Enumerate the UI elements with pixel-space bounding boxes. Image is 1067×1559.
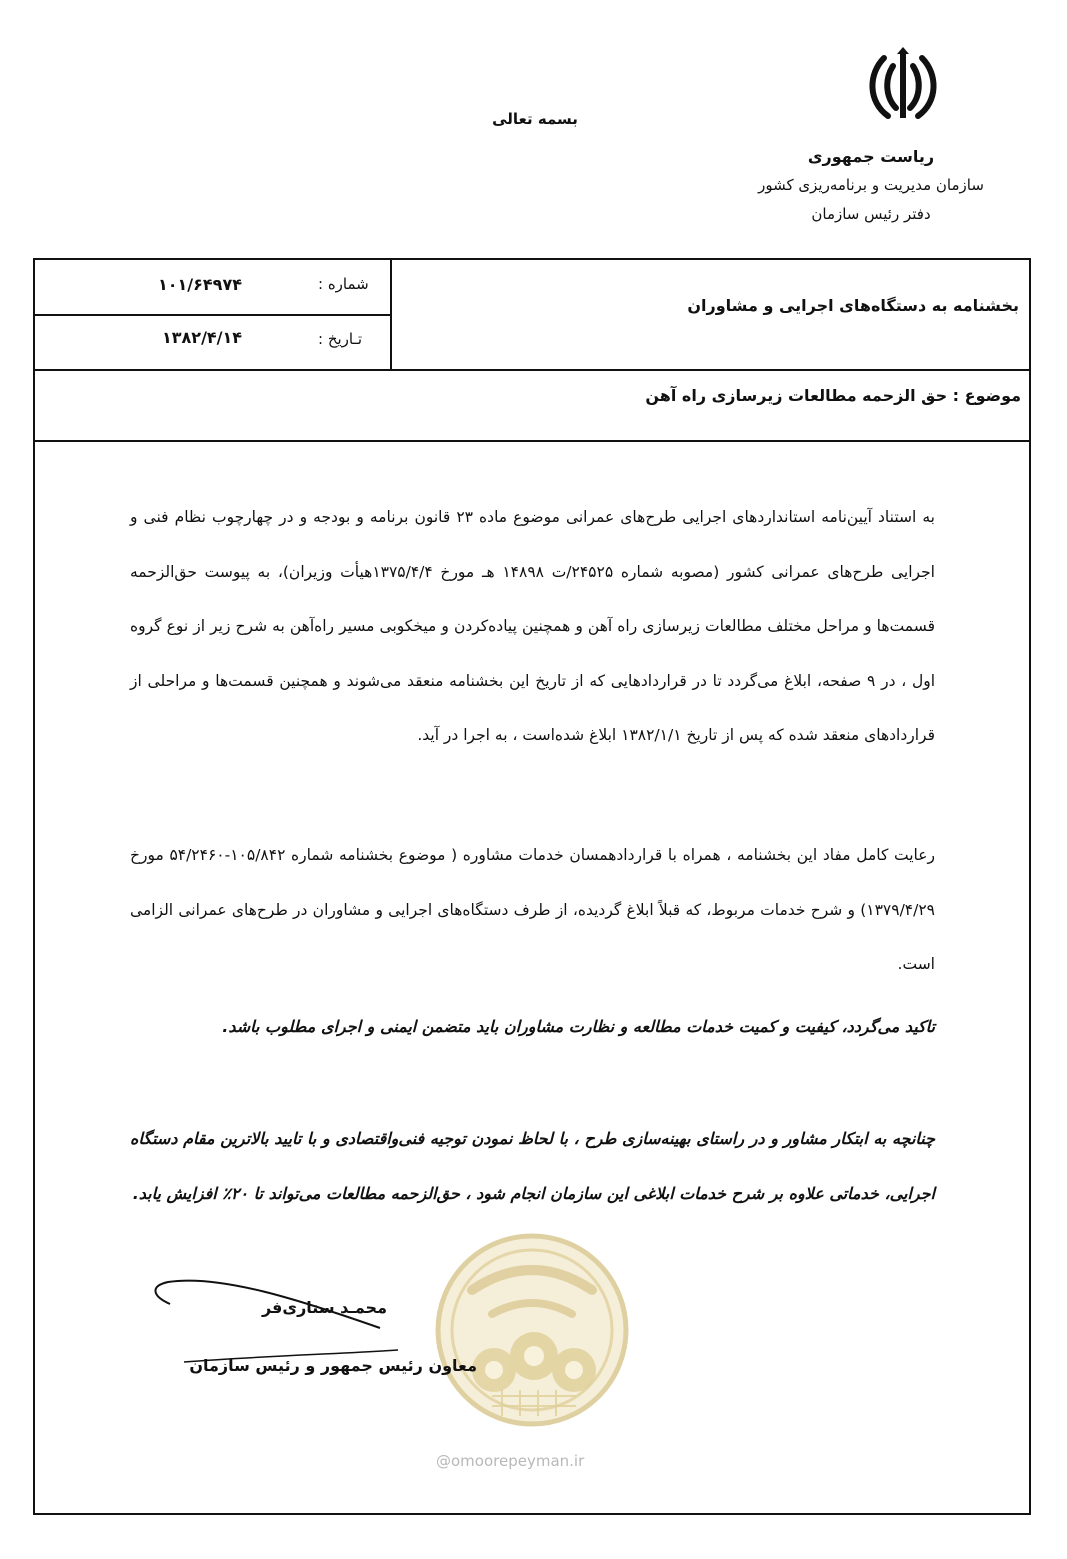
emblem-icon — [862, 46, 944, 126]
org-line-organization: سازمان مدیریت و برنامه‌ریزی کشور — [758, 176, 984, 194]
subject-top-divider — [33, 369, 1031, 371]
signatory-title: معاون رئیس جمهور و رئیس سازمان — [189, 1356, 477, 1375]
body-paragraph-1: به استناد آیین‌نامه استانداردهای اجرایی طرح‌های عمرانی موضوع ماده ۲۳ قانون برنامه و بودجه و در چهارچوب نظام فنی و اجرایی طرح‌های عمرانی کشور (مصوبه شماره ۲۴۵۲۵/ت ۱۴۸۹۸ هـ مورخ ۱۳۷۵/۴/۴هیأت وزیران)، به پیوست حق‌الزحمه قسمت‌ها و مراحل مختلف مطالعات زیرسازی راه آهن و همچنین پیاده‌کردن و میخکوبی مسیر راه‌آهن به شرح زیر از نوع گروه اول ، در ۹ صفحه، ابلاغ می‌گردد تا در قراردادهایی که از تاریخ این بخشنامه منعقد می‌شوند و همچنین قسمت‌ها و مراحلی از قراردادهای منعقد شده که پس از تاریخ ۱۳۸۲/۱/۱ ابلاغ شده‌است ، به اجرا در آید. — [130, 508, 936, 744]
body-paragraph-3: تاکید می‌گردد، کیفیت و کمیت خدمات مطالعه و نظارت مشاوران باید متضمن ایمنی و اجرای مطلوب باشد. — [222, 1017, 935, 1036]
number-label: شماره : — [318, 275, 369, 293]
recipients-line: بخشنامه به دستگاه‌های اجرایی و مشاوران — [687, 296, 1019, 315]
date-label: تـاریخ : — [318, 330, 363, 348]
header-row-divider — [33, 314, 391, 316]
org-line-presidency: ریاست جمهوری — [807, 147, 935, 166]
body-paragraph-2: رعایت کامل مفاد این بخشنامه ، همراه با قراردادهمسان خدمات مشاوره ( موضوع بخشنامه شماره ۱۰۵/۸۴۲-۵۴/۲۴۶۰ مورخ ۱۳۷۹/۴/۲۹) و شرح خدمات مربوط، که قبلاً ابلاغ گردیده، از طرف دستگاه‌های اجرایی و مشاوران در طرح‌های عمرانی الزامی است. — [130, 846, 935, 973]
subject-bottom-divider — [33, 440, 1031, 442]
organization-block — [721, 142, 1021, 229]
date-value: ۱۳۸۲/۴/۱۴ — [162, 328, 243, 347]
bismillah-heading: بسمه تعالی — [492, 110, 578, 128]
seal-watermark — [432, 1230, 632, 1470]
watermark-website: @omoorepeyman.ir — [436, 1452, 585, 1470]
subject-line: موضوع : حق الزحمه مطالعات زیرسازی راه آهن — [645, 386, 1021, 405]
number-value: ۱۰۱/۶۴۹۷۴ — [158, 275, 242, 294]
meta-column-divider — [390, 258, 392, 370]
org-line-office: دفتر رئیس سازمان — [811, 205, 931, 223]
body-paragraph-4: چنانچه به ابتکار مشاور و در راستای بهینه‌سازی طرح ، با لحاظ نمودن توجیه فنی‌واقتصادی و با تایید بالاترین مقام دستگاه اجرایی، خدماتی علاوه بر شرح خدمات ابلاغی این سازمان انجام شود ، حق‌الزحمه مطالعات می‌تواند تا ۲۰٪ افزایش یابد. — [130, 1129, 935, 1203]
signatory-name: محمـد ستاری‌فر — [261, 1298, 387, 1317]
